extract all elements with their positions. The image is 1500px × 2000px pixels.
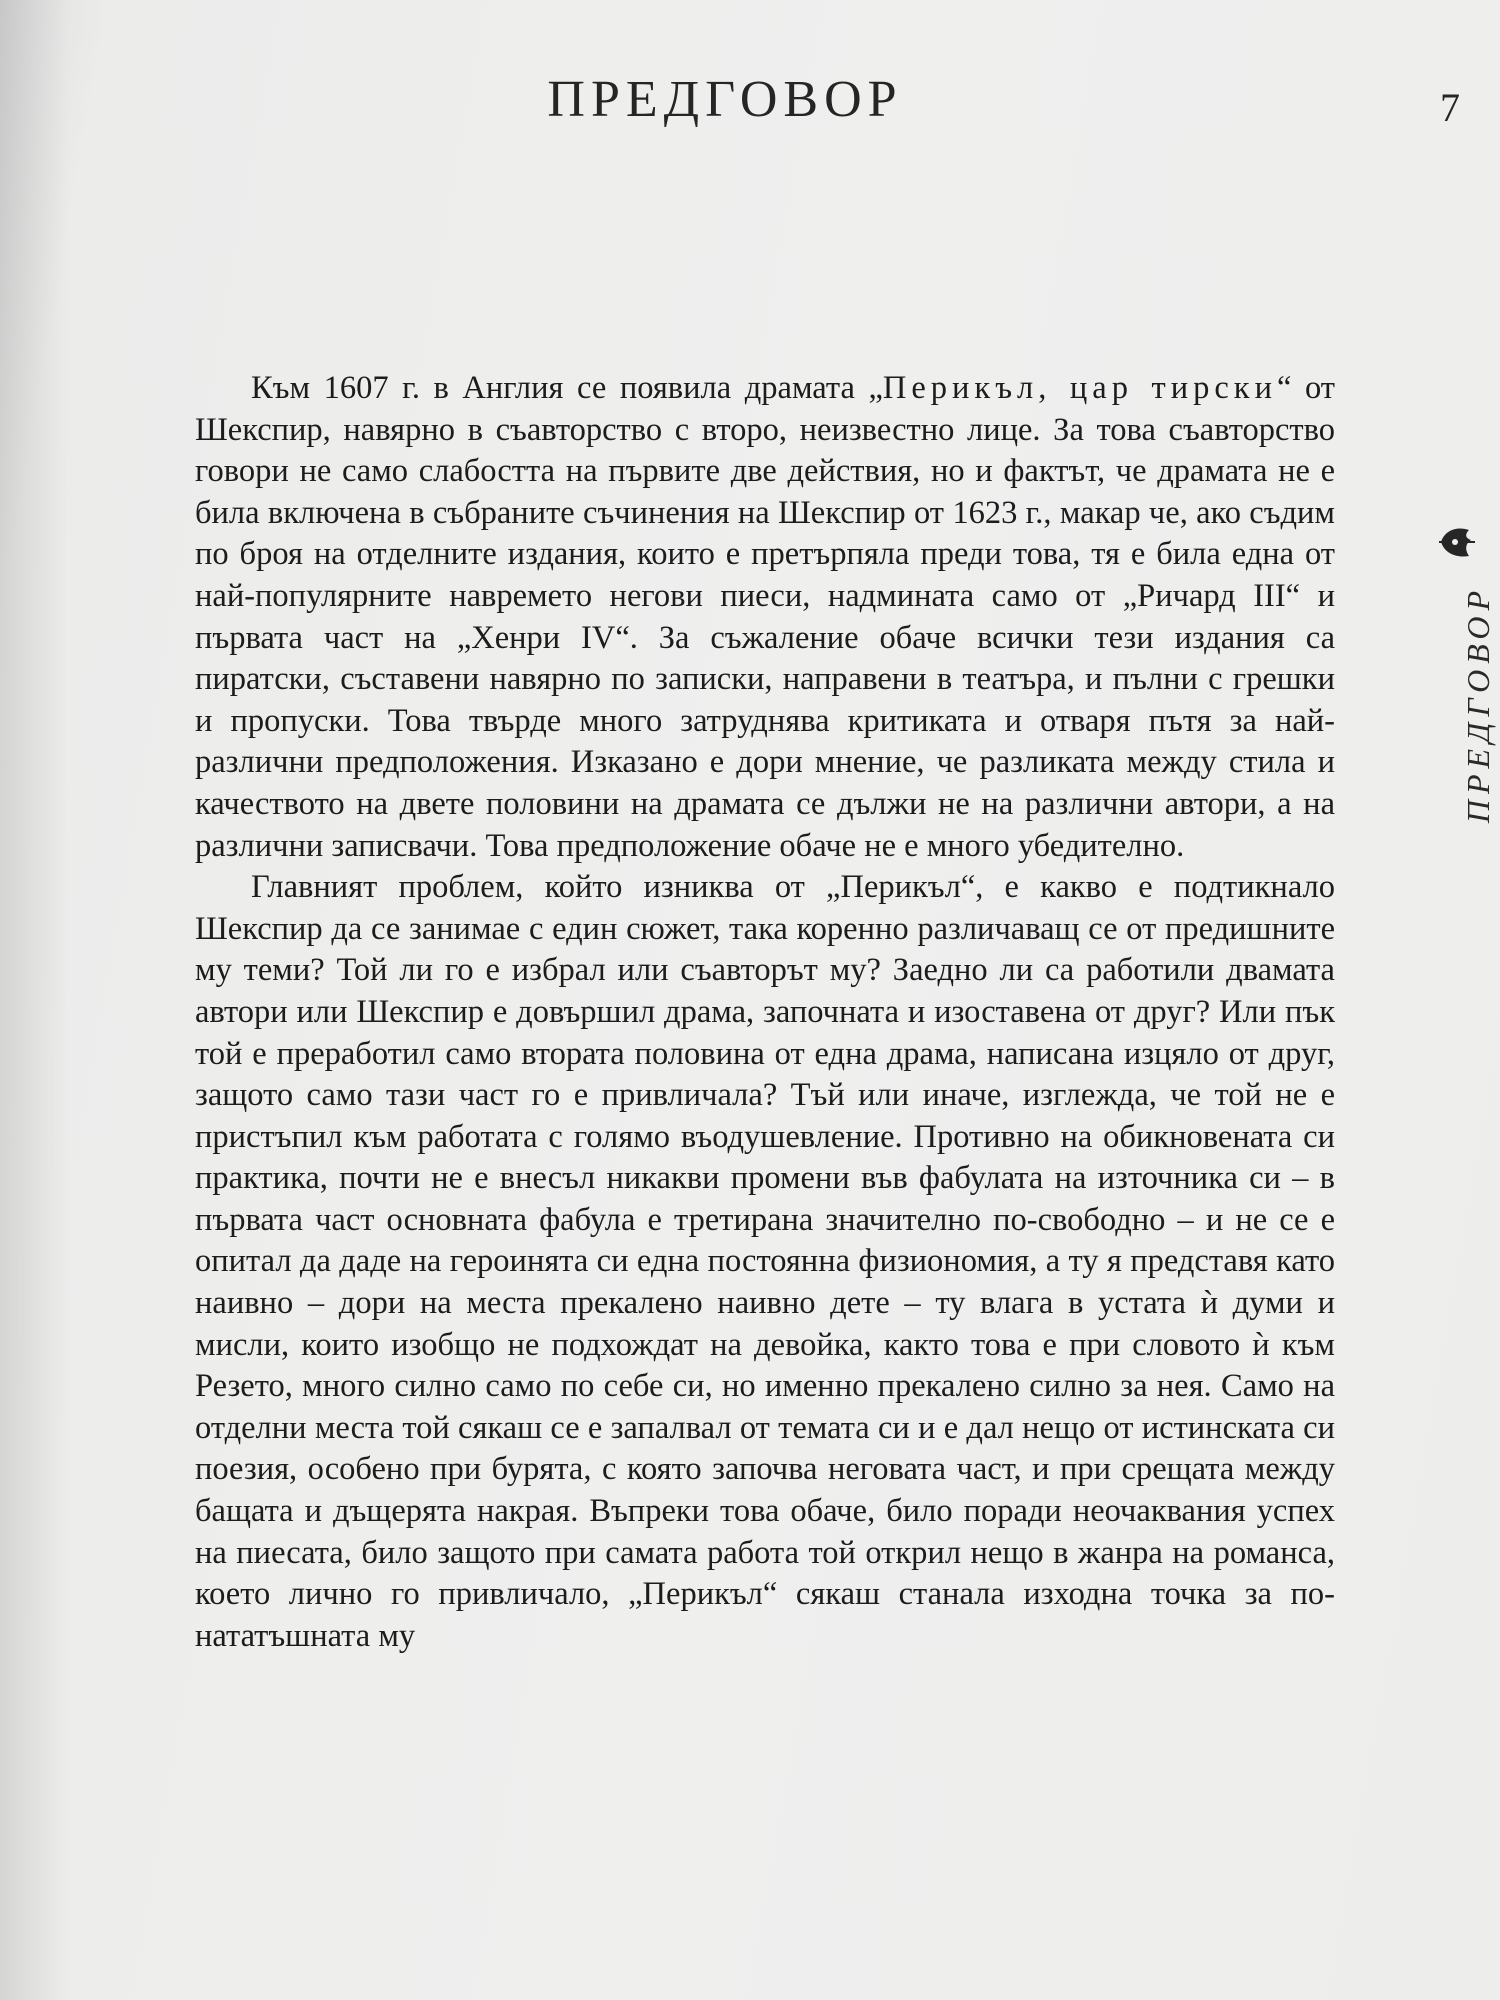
gutter-shadow <box>0 0 70 2000</box>
paragraph <box>195 368 1335 867</box>
paragraph: Главният проблем, който изниква от „Перикъл“, е какво е подтикнало Шекспир да се занимае с един сюжет, така коренно различаващ се от предишните му теми? Той ли го е избрал или съавторът му? Заедно ли са работили двамата автори или Шекспир е довършил драма, започната и изоставена от друг? Или пък той е преработил само втората половина от една драма, написана изцяло от друг, защото само тази част го е привличала? Тъй или иначе, изглежда, че той не е пристъпил към работата с голямо въодушевление. Противно на обикновената си практика, почти не е внесъл никакви промени във фабулата на източника си – в първата част основната фабула е третирана значително по-свободно – и не се е опитал да даде на героинята си една постоянна физиономия, а ту я представя като наивно – дори на места прекалено наивно дете – ту влага в устата ѝ думи и мисли, които изобщо не подхождат на девойка, както това е при словото ѝ към Резето, много силно само по себе си, но именно прекалено силно за нея. Само на отделни места той сякаш се е запалвал от темата си и е дал нещо от истинската си поезия, особено при бурята, с която започва неговата част, и при срещата между бащата и дъщерята накрая. Въпреки това обаче, било поради неочаквания успех на пиесата, било защото при самата работа той открил нещо в жанра на романса, което лично го привличало, „Перикъл“ сякаш станала изходна точка за по-нататъшната му <box>195 869 1335 1654</box>
page-title: ПРЕДГОВОР <box>547 71 903 128</box>
page-number: 7 <box>1440 85 1460 130</box>
leaf-ornament-icon <box>1435 520 1479 564</box>
side-section-label: ПРЕДГОВОР <box>1460 585 1496 824</box>
paragraph-text: Към 1607 г. в Англия се появила драмата „ <box>251 370 883 406</box>
play-title: Перикъл, цар тирски <box>882 370 1277 406</box>
body-text <box>195 368 1335 1657</box>
paragraph-text: “ от Шекспир, навярно в съавторство с второ, неизвестно лице. За това съавторство говори не само слабостта на първите две действия, но и фактът, че драмата не е била включена в събраните съчинения на Шекспир от 1623 г., макар че, ако съдим по броя на отделните издания, които е претърпяла преди това, тя е била една от най-популярните навремето негови пиеси, надмината само от „Ричард III“ и първата част на „Хенри IV“. За съжаление обаче всички тези издания са пиратски, съставени навярно по записки, направени в театъра, и пълни с грешки и пропуски. Това твърде много затруднява критиката и отваря пътя за най-различни предположения. Изказано е дори мнение, че разликата между стила и качеството на двете половини на драмата се дължи не на различни автори, а на различни записвачи. Това предположение обаче не е много убедително. <box>195 370 1336 864</box>
